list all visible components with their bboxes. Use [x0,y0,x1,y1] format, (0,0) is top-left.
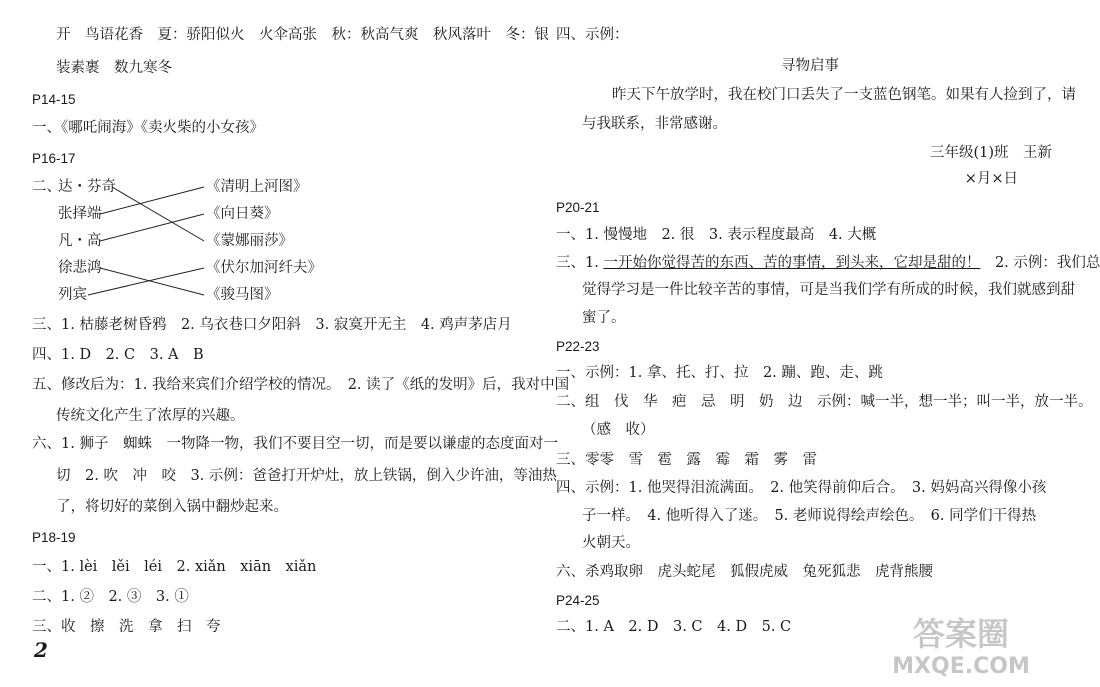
artwork-title: 《蒙娜丽莎》 [206,233,293,249]
text-line: 切 2. 吹 冲 咬 3. 示例：爸爸打开炉灶，放上铁锅，倒入少许油，等油热 [56,468,557,484]
text-line: 一、1. lèi lěi léi 2. xiǎn xiān xiǎn [32,559,317,575]
matching-lines [0,0,540,320]
artwork-title: 《骏马图》 [206,287,279,303]
underlined-answer: 一开始你觉得苦的东西、苦的事情，到头来，它却是甜的！ [603,255,981,271]
artwork-title: 《清明上河图》 [206,179,308,195]
text-segment: 三、1. [556,255,604,271]
artist-name: 徐悲鸿 [58,260,102,276]
text-line: 蜜了。 [582,310,626,326]
text-line: 四、示例： [556,27,629,43]
page-range-heading: P14-15 [32,92,76,107]
text-line: 四、示例：1. 他哭得泪流满面。 2. 他笑得前仰后合。 3. 妈妈高兴得像小孩 [556,480,1047,496]
text-line: 觉得学习是一件比较辛苦的事情，可是当我们学有所成的时候，我们就感到甜 [582,282,1075,298]
watermark-text: MXQE.COM [892,654,1030,679]
artist-name: 张择端 [58,206,102,222]
text-line: 六、1. 狮子 蜘蛛 一物降一物，我们不要目空一切，而是要以谦虚的态度面对一 [32,436,558,452]
text-line: 开 鸟语花香 夏：骄阳似火 火伞高张 秋：秋高气爽 秋风落叶 冬：银 [56,27,549,43]
text-line: 一、《哪吒闹海》《卖火柴的小女孩》 [32,120,264,136]
text-line: 四、1. D 2. C 3. A B [32,347,204,363]
text-line: 子一样。 4. 他听得入了迷。 5. 老师说得绘声绘色。 6. 同学们干得热 [582,508,1037,524]
text-line: 了，将切好的菜倒入锅中翻炒起来。 [56,499,288,515]
notice-date: ×月×日 [964,171,1018,187]
page-range-heading: P22-23 [556,339,600,354]
artwork-title: 《向日葵》 [206,206,279,222]
text-line: 昨天下午放学时，我在校门口丢失了一支蓝色钢笔。如果有人捡到了，请 [612,87,1076,103]
page-range-heading: P24-25 [556,593,600,608]
notice-signature: 三年级(1)班 王新 [929,145,1052,161]
text-line: 传统文化产生了浓厚的兴趣。 [56,408,245,424]
text-line: 三、收 擦 洗 拿 扫 夸 [32,619,221,635]
text-line: 一、示例：1. 拿、托、打、拉 2. 蹦、跑、走、跳 [556,365,883,381]
artist-name: 凡・高 [58,233,102,249]
artwork-title: 《伏尔加河纤夫》 [206,260,322,276]
text-line: 装素裹 数九寒冬 [56,60,172,76]
page-range-heading: P20-21 [556,200,600,215]
text-line: 一、1. 慢慢地 2. 很 3. 表示程度最高 4. 大概 [556,227,877,243]
match-line [112,187,204,241]
text-line: 火朝天。 [582,535,640,551]
text-line: 二、1. A 2. D 3. C 4. D 5. C [556,619,792,635]
page-range-heading: P18-19 [32,530,76,545]
text-line: 三、零零 雪 雹 露 霉 霜 雾 雷 [556,452,817,468]
watermark-logo [866,609,1056,679]
text-line: 三、1. 枯藤老树昏鸦 2. 乌衣巷口夕阳斜 3. 寂寞开无主 4. 鸡声茅店月 [32,317,512,333]
text-line: 六、杀鸡取卵 虎头蛇尾 狐假虎威 兔死狐悲 虎背熊腰 [556,564,933,580]
text-line: 二、1. ② 2. ③ 3. ① [32,589,189,605]
text-line: 二、组 伐 华 疤 忌 明 奶 边 示例：喊一半，想一半；叫一半，放一半。 [556,394,1093,410]
match-line [100,214,204,241]
watermark-text: 答案圈 [912,615,1010,653]
text-segment: 2. 示例：我们总 [980,255,1100,271]
text-line: （感 收） [582,422,655,438]
page-range-heading: P16-17 [32,151,76,166]
notice-title: 寻物启事 [781,58,839,74]
text-line: 五、修改后为：1. 我给来宾们介绍学校的情况。 2. 读了《纸的发明》后，我对中国 [32,377,570,393]
artist-name: 列宾 [58,287,87,303]
page-number: 2 [34,638,48,662]
text-line: 与我联系，非常感谢。 [582,116,727,132]
text-line [556,252,1100,274]
artist-name: 达・芬奇 [58,179,116,195]
matching-prefix: 二、 [32,179,61,195]
